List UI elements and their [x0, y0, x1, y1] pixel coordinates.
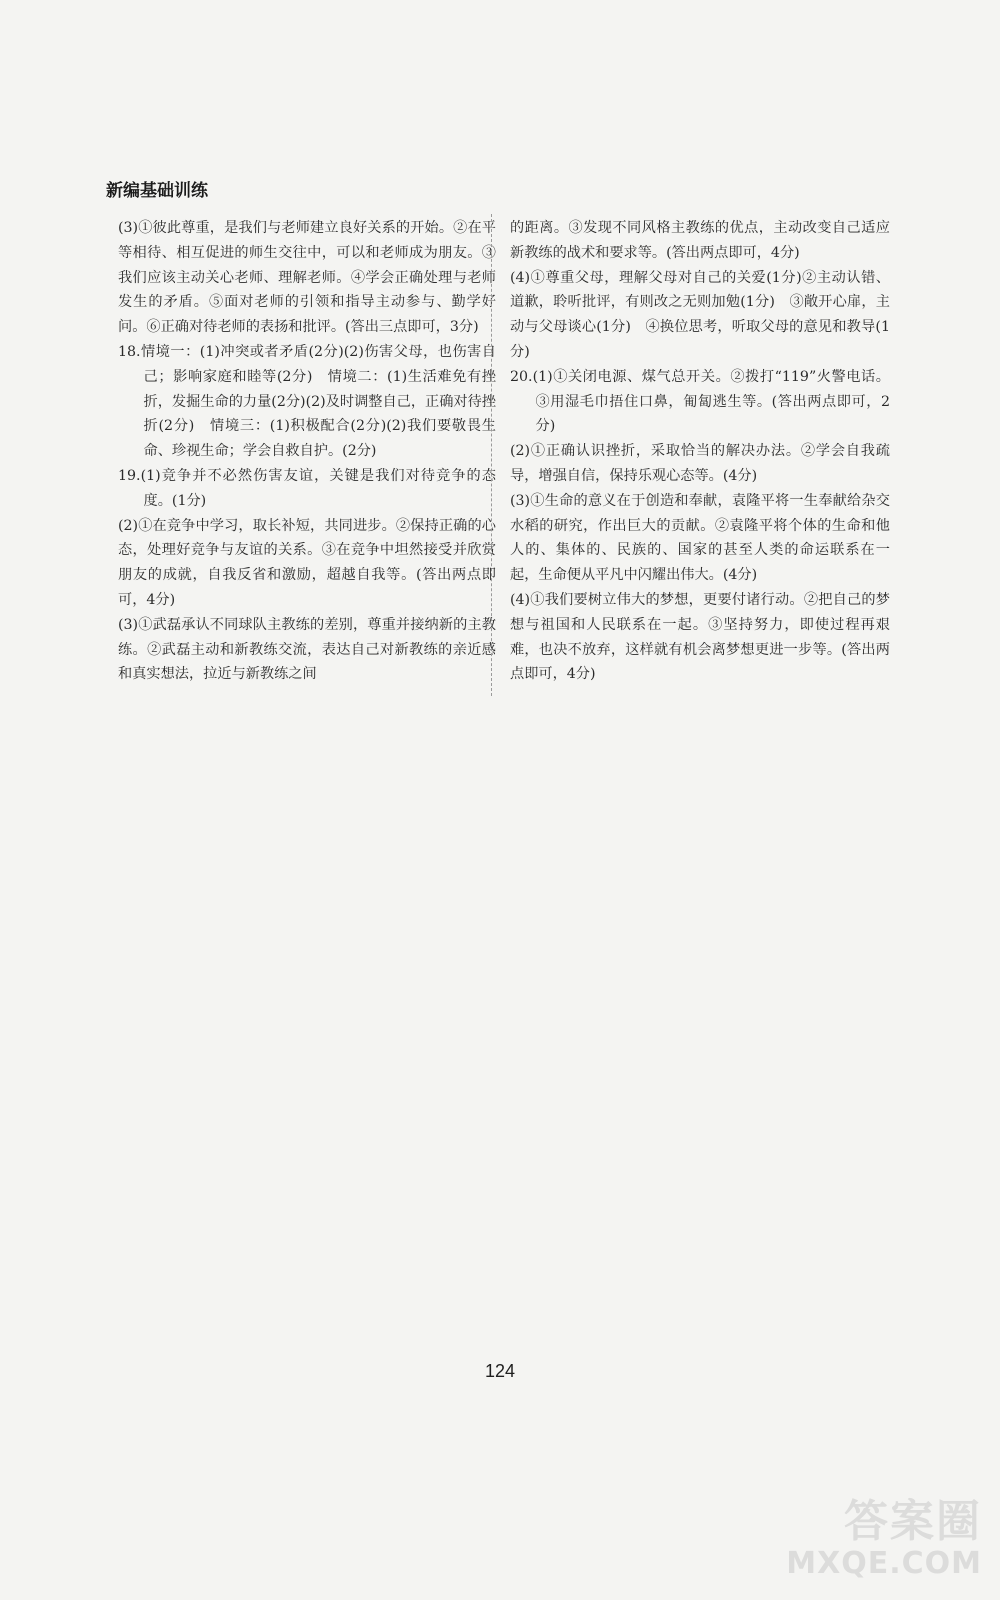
answer-paragraph: (2)①正确认识挫折，采取恰当的解决办法。②学会自我疏导，增强自信，保持乐观心态等。(4分)	[510, 443, 890, 484]
watermark-logo	[772, 1498, 982, 1588]
answer-paragraph: (3)①彼此尊重，是我们与老师建立良好关系的开始。②在平等相待、相互促进的师生交往中，可以和老师成为朋友。③我们应该主动关心老师、理解老师。④学会正确处理与老师发生的矛盾。⑤面对老师的引领和指导主动参与、勤学好问。⑥正确对待老师的表扬和批评。(答出三点即可，3分)	[118, 220, 496, 336]
answer-paragraph: 19.(1)竞争并不必然伤害友谊，关键是我们对待竞争的态度。(1分)	[118, 467, 496, 509]
answer-paragraph: (4)①我们要树立伟大的梦想，更要付诸行动。②把自己的梦想与祖国和人民联系在一起。③坚持努力，即使过程再艰难，也决不放弃，这样就有机会离梦想更进一步等。(答出两点即可，4分)	[510, 591, 890, 683]
answer-paragraph: (4)①尊重父母，理解父母对自己的关爱(1分)②主动认错、道歉，聆听批评，有则改之无则加勉(1分) ③敞开心扉，主动与父母谈心(1分) ④换位思考，听取父母的意见和教导(1分)	[510, 269, 890, 360]
answer-paragraph: (3)①生命的意义在于创造和奉献，袁隆平将一生奉献给杂交水稻的研究，作出巨大的贡献。②袁隆平将个体的生命和他人的、集体的、民族的、国家的甚至人类的命运联系在一起，生命便从平凡中闪耀出伟大。(4分)	[510, 492, 890, 584]
answer-paragraph: (3)①武磊承认不同球队主教练的差别，尊重并接纳新的主教练。②武磊主动和新教练交流，表达自己对新教练的亲近感和真实想法，拉近与新教练之间	[118, 616, 496, 683]
right-column	[510, 216, 890, 687]
watermark-text: 答案圈	[844, 1496, 982, 1547]
left-column	[118, 216, 496, 687]
answer-paragraph: 18.情境一：(1)冲突或者矛盾(2分)(2)伤害父母，也伤害自己；影响家庭和睦等(2分) 情境二：(1)生活难免有挫折，发掘生命的力量(2分)(2)及时调整自己，正确对待挫折(2分) 情境三：(1)积极配合(2分)(2)我们要敬畏生命、珍视生命；学会自救自护。(2分)	[118, 343, 496, 460]
page-number: 124	[484, 1361, 516, 1381]
answer-paragraph: 的距离。③发现不同风格主教练的优点，主动改变自己适应新教练的战术和要求等。(答出两点即可，4分)	[510, 220, 890, 261]
section-title: 新编基础训练	[106, 181, 208, 201]
answer-paragraph: (2)①在竞争中学习，取长补短，共同进步。②保持正确的心态，处理好竞争与友谊的关系。③在竞争中坦然接受并欣赏朋友的成就，自我反省和激励，超越自我等。(答出两点即可，4分)	[118, 517, 496, 608]
watermark-url: MXQE.COM	[786, 1546, 982, 1581]
column-divider	[491, 214, 492, 696]
answer-paragraph: 20.(1)①关闭电源、煤气总开关。②拨打“119”火警电话。③用湿毛巾捂住口鼻，匍匐逃生等。(答出两点即可，2分)	[510, 368, 890, 435]
